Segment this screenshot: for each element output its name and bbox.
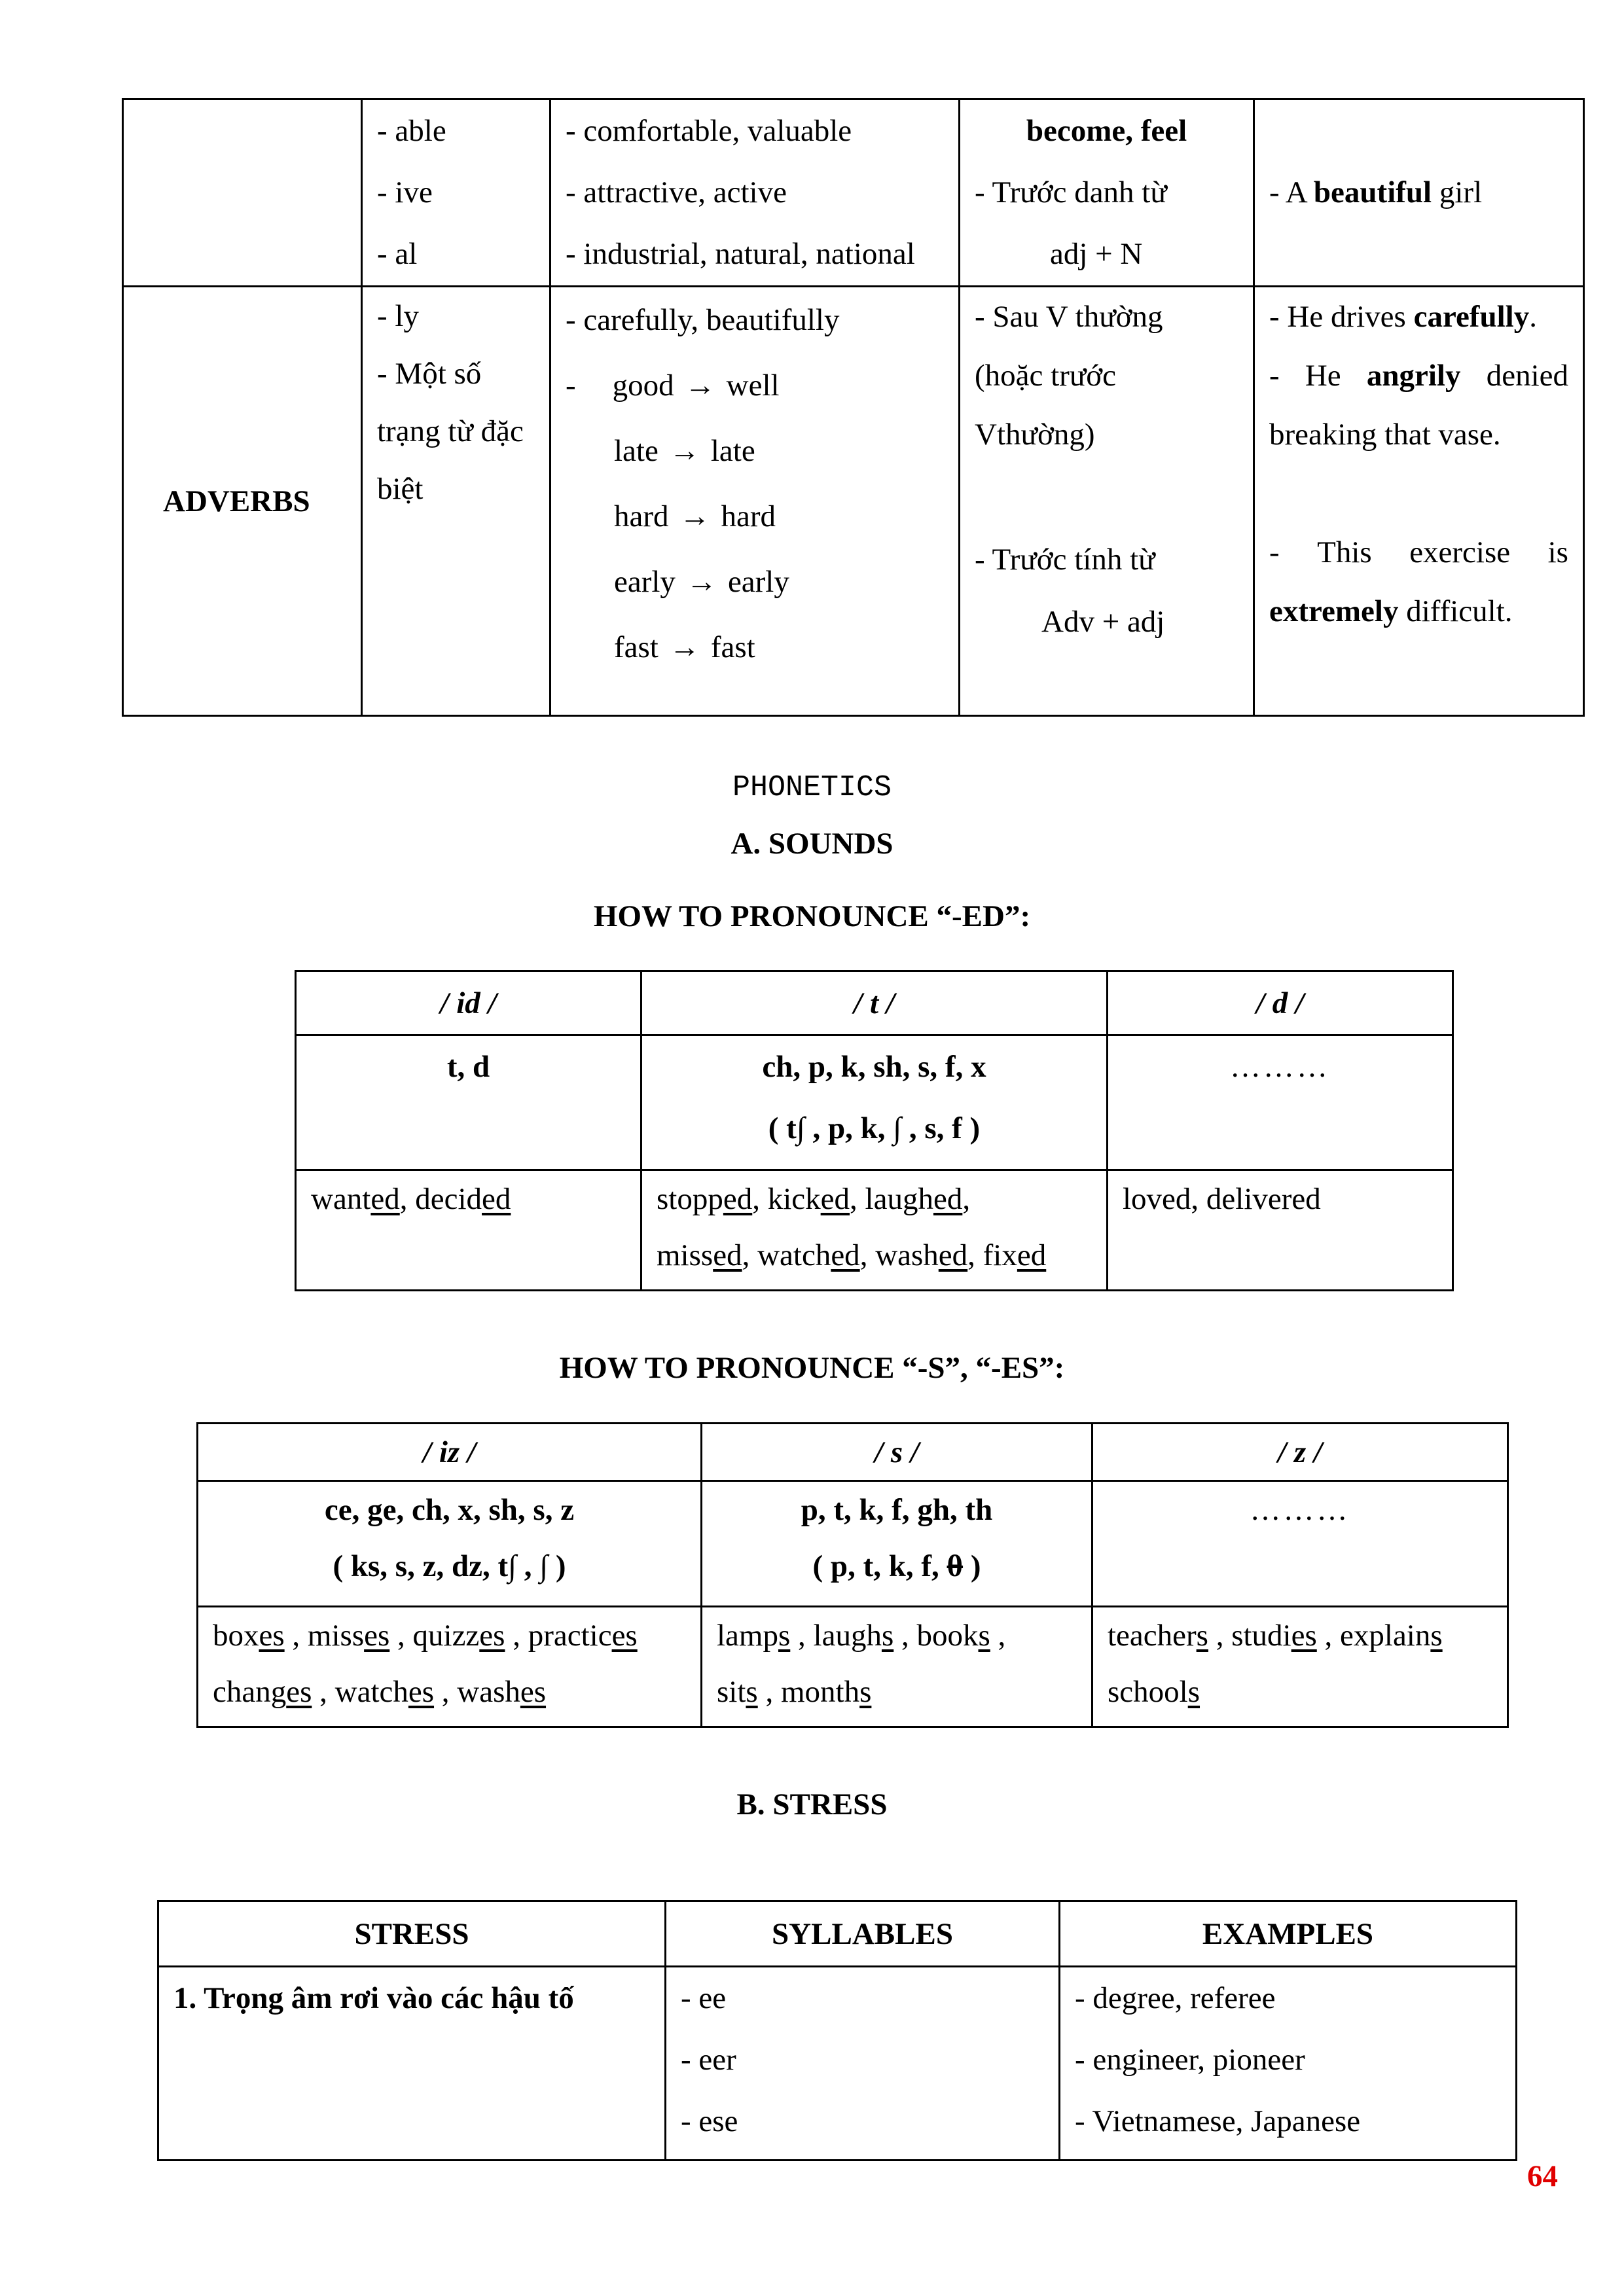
position-formula: adj + N [1050, 237, 1143, 271]
table-header-row [158, 1901, 1517, 1967]
position-cell [960, 287, 1254, 716]
irregular-line: fast → fast [614, 630, 755, 664]
table-row [198, 1481, 1508, 1607]
irregular-line: hard → hard [614, 499, 776, 533]
header-d: / d / [1108, 971, 1453, 1035]
suffix-ly: - ly [377, 299, 419, 333]
example-line: wanted, decided [311, 1182, 511, 1216]
ed-pronunciation-table [295, 970, 1454, 1291]
suffix-al: - al [377, 237, 418, 271]
irregular-line: - good → well [566, 368, 780, 403]
stress-rule: 1. Trọng âm rơi vào các hậu tố [173, 1981, 574, 2015]
example-line: missed, watched, washed, fixed [657, 1238, 1047, 1272]
syllables-cell [666, 1967, 1060, 2161]
table-row [158, 1967, 1517, 2161]
example-line: schools [1108, 1675, 1200, 1709]
example-line: loved, delivered [1123, 1182, 1321, 1216]
irregular-line: late → late [614, 434, 755, 468]
examples-cell [1108, 1170, 1453, 1291]
sentence-cell [1254, 99, 1584, 287]
phonetics-title: PHONETICS [732, 771, 892, 804]
position-cell [960, 99, 1254, 287]
sentence-cell [1254, 287, 1584, 716]
example-line: - industrial, natural, national [566, 237, 915, 271]
suffix-ive: - ive [377, 175, 433, 209]
examples-cell [198, 1607, 702, 1727]
example-line: sits , months [717, 1675, 872, 1709]
syllable-ese: - ese [681, 2104, 738, 2138]
stress-table [157, 1900, 1517, 2161]
header-id: / id / [296, 971, 641, 1035]
type-cell-empty [123, 99, 362, 287]
suffix-line: trạng từ đặc [377, 414, 524, 448]
header-examples: EXAMPLES [1060, 1901, 1517, 1967]
page-number: 64 [1527, 2159, 1558, 2193]
suffix-able: - able [377, 114, 446, 148]
s-es-title: HOW TO PRONOUNCE “-S”, “-ES”: [559, 1351, 1065, 1385]
table-header-row [296, 971, 1453, 1035]
table-row [296, 1035, 1453, 1170]
letters-cell: p, t, k, f, gh, th ( p, t, k, f, θ ) [702, 1481, 1092, 1607]
examples-cell [550, 287, 960, 716]
examples-cell [641, 1170, 1108, 1291]
irregular-line: early → early [614, 565, 789, 599]
example-line: - comfortable, valuable [566, 114, 852, 148]
suffix-cell [362, 99, 550, 287]
phonetic-symbols: ( ks, s, z, dz, t∫ , ∫ ) [333, 1549, 566, 1583]
position-rule: - Trước danh từ [975, 175, 1167, 209]
stress-title: B. STRESS [736, 1787, 888, 1821]
example-line: - degree, referee [1075, 1981, 1276, 2015]
letters-cell: ch, p, k, sh, s, f, x ( t∫ , p, k, ∫ , s, f ) [641, 1035, 1108, 1170]
position-verbs: become, feel [1026, 114, 1187, 148]
sounds-title: A. SOUNDS [731, 827, 893, 861]
header-z: / z / [1092, 1424, 1508, 1481]
letters-cell: ce, ge, ch, x, sh, s, z ( ks, s, z, dz, t∫ , ∫ ) [198, 1481, 702, 1607]
examples-cell [1060, 1967, 1517, 2161]
example-line: changes , watches , washes [213, 1675, 547, 1709]
syllable-eer: - eer [681, 2043, 736, 2077]
example-line: teachers , studies , explains [1108, 1619, 1443, 1653]
example-sentence-cont: extremely difficult. [1269, 594, 1513, 628]
phonetic-symbols: ( t∫ , p, k, ∫ , s, f ) [768, 1111, 981, 1145]
letters-cell: ……… [1092, 1481, 1508, 1607]
example-sentence: - A beautiful girl [1269, 175, 1483, 209]
table-row [296, 1170, 1453, 1291]
example-line: lamps , laughs , books , [717, 1619, 1006, 1653]
syllable-ee: - ee [681, 1981, 727, 2015]
spacer [1269, 464, 1568, 523]
position-rule: (hoặc trước [975, 359, 1117, 393]
header-stress: STRESS [158, 1901, 666, 1967]
table-row [123, 99, 1584, 287]
letters-cell: ……… [1108, 1035, 1453, 1170]
rule-cell [158, 1967, 666, 2161]
example-line: - attractive, active [566, 175, 787, 209]
header-t: / t / [641, 971, 1108, 1035]
ed-title: HOW TO PRONOUNCE “-ED”: [593, 899, 1031, 933]
header-iz: / iz / [198, 1424, 702, 1481]
example-line: - engineer, pioneer [1075, 2043, 1305, 2077]
word-form-table [122, 98, 1585, 717]
example-line: - Vietnamese, Japanese [1075, 2104, 1361, 2138]
sentence-spacer [1269, 100, 1568, 162]
position-formula: Adv + adj [1041, 605, 1165, 639]
example-sentence-cont: breaking that vase. [1269, 418, 1501, 452]
example-sentence: - He angrily denied [1269, 359, 1568, 393]
position-rule: - Sau V thường [975, 300, 1163, 334]
header-s: / s / [702, 1424, 1092, 1481]
suffix-cell [362, 287, 550, 716]
position-rule: Vthường) [975, 418, 1095, 452]
example-line: - carefully, beautifully [566, 303, 840, 337]
type-cell [123, 287, 362, 716]
example-sentence: - This exercise is [1269, 535, 1568, 569]
example-line: boxes , misses , quizzes , practices [213, 1619, 638, 1653]
letters-cell: t, d [296, 1035, 641, 1170]
table-header-row [198, 1424, 1508, 1481]
table-row [123, 287, 1584, 716]
suffix-line: biệt [377, 472, 424, 506]
position-rule: - Trước tính từ [975, 543, 1155, 577]
table-row [198, 1607, 1508, 1727]
phonetic-symbols: ( p, t, k, f, θ ) [812, 1549, 981, 1583]
example-line: stopped, kicked, laughed, [657, 1182, 971, 1216]
header-syllables: SYLLABLES [666, 1901, 1060, 1967]
spacer [975, 464, 1238, 523]
examples-cell [296, 1170, 641, 1291]
suffix-line: - Một số [377, 357, 482, 391]
s-es-pronunciation-table [196, 1422, 1509, 1728]
type-adverbs: ADVERBS [163, 484, 310, 518]
examples-cell [1092, 1607, 1508, 1727]
example-sentence: - He drives carefully. [1269, 300, 1537, 334]
examples-cell [550, 99, 960, 287]
examples-cell [702, 1607, 1092, 1727]
